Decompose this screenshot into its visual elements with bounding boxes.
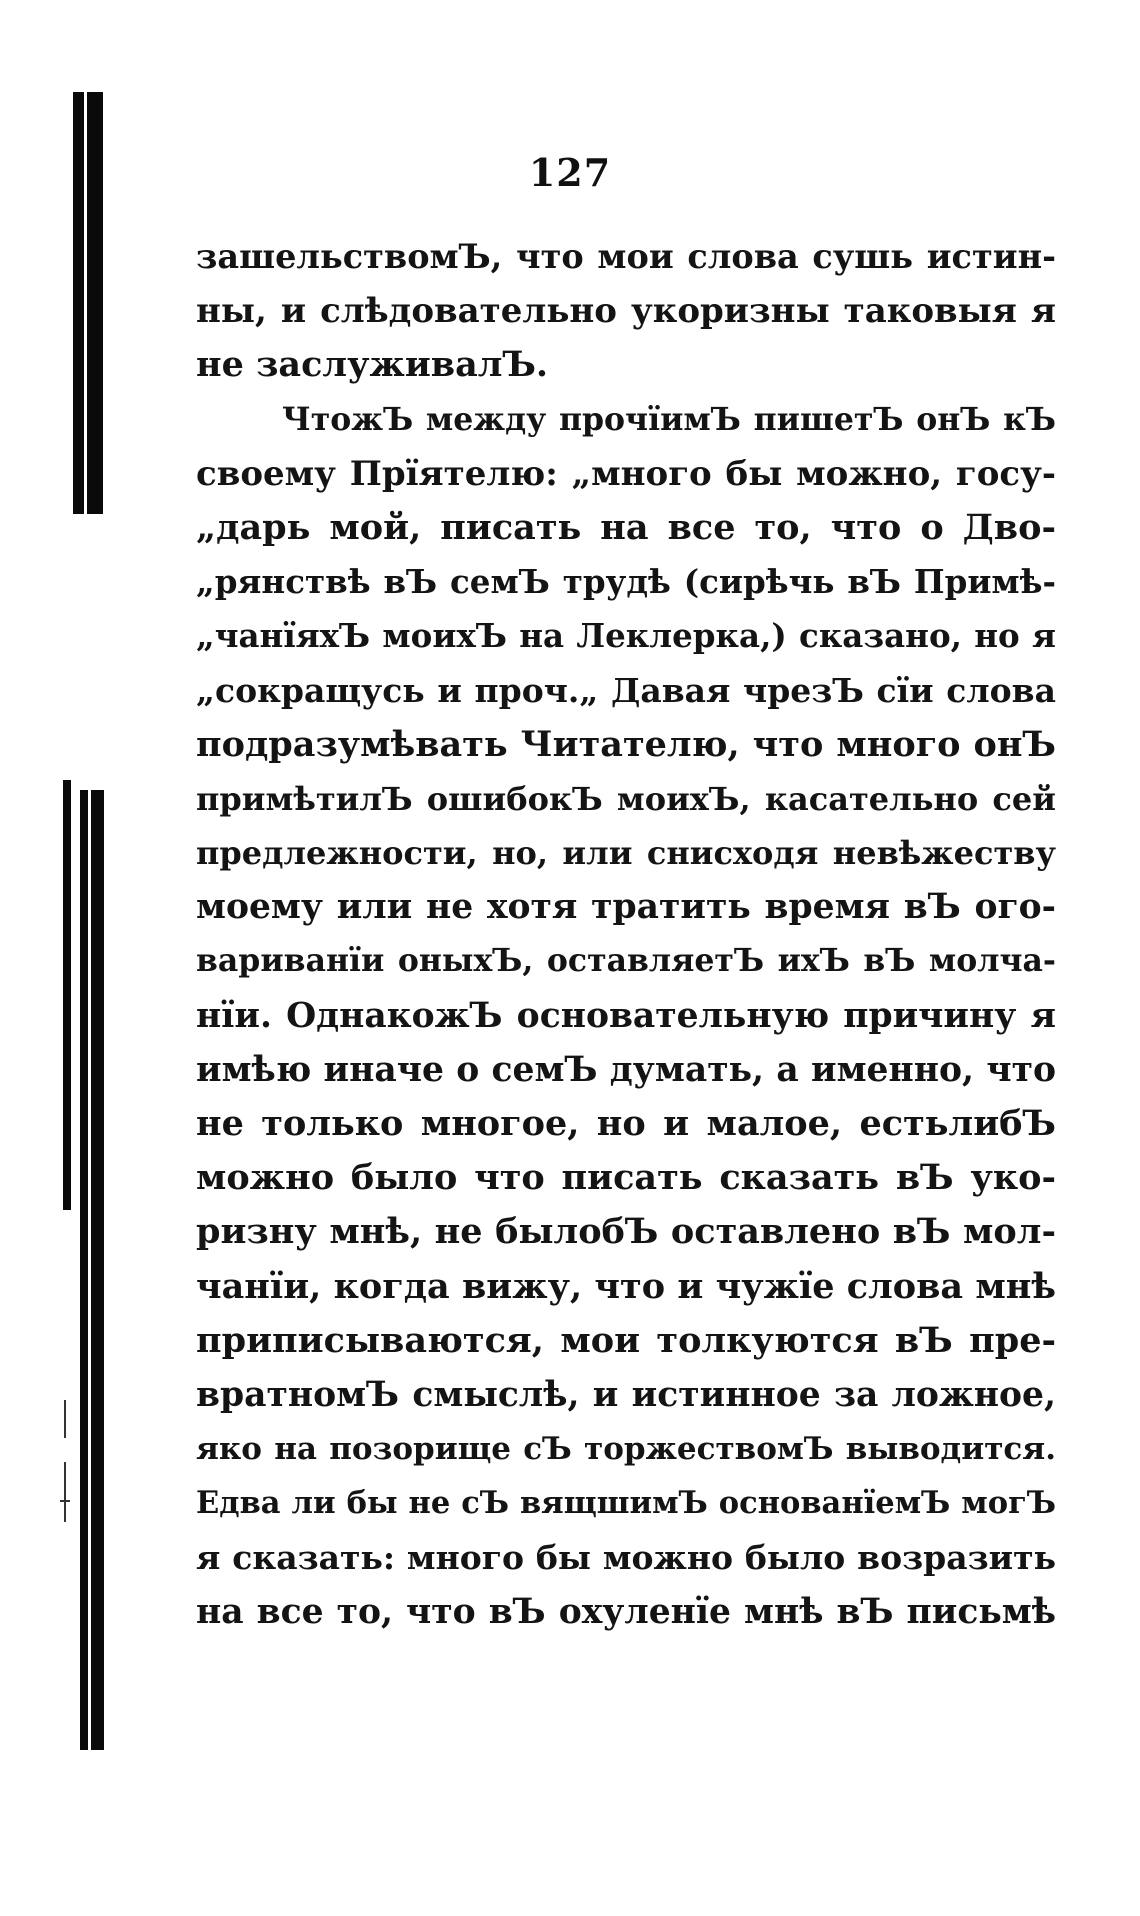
text-line: нїи. ОднакожЪ основательную причину я	[196, 995, 1056, 1036]
scan-tick-mark	[60, 1500, 70, 1502]
scan-tick-mark	[64, 1462, 66, 1522]
text-line: можно было что писать сказать вЪ уко-	[196, 1157, 1056, 1199]
text-line: на все то, что вЪ охуленїе мнѣ вЪ письмѣ	[196, 1591, 1056, 1632]
text-line: Едва ли бы не сЪ вящшимЪ основанїемЪ могЪ	[196, 1485, 1056, 1522]
text-line: чанїи, когда вижу, что и чужїе слова мнѣ	[196, 1265, 1056, 1307]
scan-edge-gap-bottom	[88, 790, 91, 1750]
text-line: приписываются, мои толкуются вЪ пре-	[196, 1319, 1056, 1361]
text-line: подразумѣвать Читателю, что много онЪ	[196, 723, 1056, 765]
text-line: „дарь мой, писать на все то, что о Дво-	[196, 506, 1056, 548]
text-line: моему или не хотя тратить время вЪ ого-	[196, 887, 1056, 928]
text-line: своему Прїятелю: „много бы можно, госу-	[196, 453, 1056, 494]
text-line: „рянствѣ вЪ семЪ трудѣ (сирѣчь вЪ Примѣ-	[196, 562, 1056, 602]
scan-tick-mark	[64, 1400, 66, 1438]
text-line: предлежности, но, или снисходя невѣжеству	[196, 834, 1056, 873]
page-number: 127	[528, 150, 612, 195]
text-line: „чанїяхЪ моихЪ на Леклерка,) сказано, но я	[196, 616, 1056, 656]
text-line: зашельствомЪ, что мои слова сушь истин-	[196, 237, 1056, 276]
text-line: яко на позорище сЪ торжествомЪ выводится.	[196, 1431, 1056, 1468]
text-line: не только многое, но и малое, естьлибЪ	[196, 1103, 1056, 1144]
text-line: я сказать: много бы можно было возразить	[196, 1537, 1056, 1577]
scan-edge-mark-bottom	[80, 790, 104, 1750]
scan-edge-mark-thin	[63, 780, 71, 1210]
text-line: вариванїи оныхЪ, оставляетЪ ихЪ вЪ молча-	[196, 942, 1056, 980]
text-line: имѣю иначе о семЪ думать, а именно, что	[196, 1049, 1056, 1090]
text-line: примѣтилЪ ошибокЪ моихЪ, касательно сей	[196, 779, 1056, 818]
text-line: „сокращусь и проч.„ Давая чрезЪ сїи слова	[196, 670, 1056, 710]
text-line: ны, и слѣдовательно укоризны таковыя я	[196, 291, 1056, 332]
text-line: ЧтожЪ между прочїимЪ пишетЪ онЪ кЪ	[282, 400, 1056, 438]
text-line: ризну мнѣ, не былобЪ оставлено вЪ мол-	[196, 1211, 1056, 1253]
text-line: вратномЪ смыслѣ, и истинное за ложное,	[196, 1374, 1056, 1415]
text-line: не заслуживалЪ.	[196, 344, 549, 386]
body-text	[196, 230, 1056, 1639]
